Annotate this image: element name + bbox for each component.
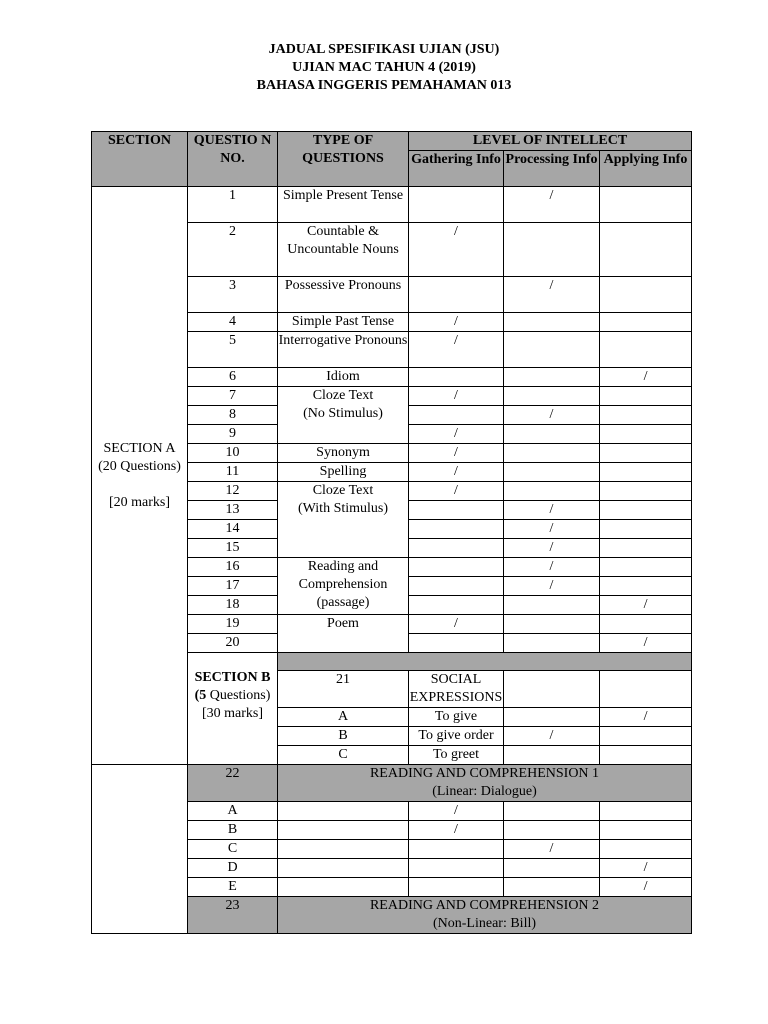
jsu-table xyxy=(91,131,692,934)
question-number: 18 xyxy=(188,596,278,615)
question-number: 12 xyxy=(188,482,278,501)
question-number: B xyxy=(278,727,409,746)
section-b-name: SECTION B xyxy=(194,670,271,685)
tick-mark: / xyxy=(600,878,692,897)
question-type: Possessive Pronouns xyxy=(278,277,409,313)
question-type: Idiom xyxy=(278,368,409,387)
question-number: D xyxy=(188,859,278,878)
question-number: 11 xyxy=(188,463,278,482)
question-number: 16 xyxy=(188,558,278,577)
tick-mark: / xyxy=(600,859,692,878)
tick-mark: / xyxy=(409,821,504,840)
section-b-count-label: Questions) xyxy=(206,688,271,703)
question-number: 7 xyxy=(188,387,278,406)
question-number: C xyxy=(188,840,278,859)
question-number: E xyxy=(188,878,278,897)
question-number: C xyxy=(278,746,409,765)
question-type: Interrogative Pronouns xyxy=(278,332,409,368)
tick-mark: / xyxy=(409,444,504,463)
question-type-line: READING AND COMPREHENSION 1 xyxy=(369,766,600,781)
table-row xyxy=(92,187,692,223)
tick-mark: / xyxy=(504,277,600,313)
question-type xyxy=(278,387,409,444)
section-b-cell xyxy=(188,653,278,765)
question-type-line: (With Stimulus) xyxy=(297,501,389,516)
question-number: 1 xyxy=(188,187,278,223)
tick-mark: / xyxy=(504,520,600,539)
tick-mark: / xyxy=(504,187,600,223)
question-type: To give xyxy=(409,708,504,727)
question-number: 15 xyxy=(188,539,278,558)
question-type: Simple Past Tense xyxy=(278,313,409,332)
tick-mark: / xyxy=(600,368,692,387)
section-b-count-number: (5 xyxy=(194,688,207,703)
section-b-count xyxy=(188,687,277,705)
question-type: Poem xyxy=(278,615,409,653)
question-number: 21 xyxy=(278,671,409,708)
header-processing: Processing Info xyxy=(504,151,600,187)
tick-mark: / xyxy=(409,313,504,332)
tick-mark: / xyxy=(504,577,600,596)
doc-title-line-2: UJIAN MAC TAHUN 4 (2019) xyxy=(292,60,476,75)
question-number: 13 xyxy=(188,501,278,520)
table-row xyxy=(92,765,692,802)
question-type-line: (Linear: Dialogue) xyxy=(432,784,537,799)
header-applying: Applying Info xyxy=(600,151,692,187)
question-type: SOCIAL EXPRESSIONS xyxy=(409,671,504,708)
question-type xyxy=(278,558,409,615)
question-number: 5 xyxy=(188,332,278,368)
question-type-line: Reading and xyxy=(307,559,379,574)
tick-mark: / xyxy=(409,223,504,277)
tick-mark: / xyxy=(409,482,504,501)
question-number: 20 xyxy=(188,634,278,653)
tick-mark: / xyxy=(504,501,600,520)
tick-mark: / xyxy=(409,615,504,634)
question-type-line: (No Stimulus) xyxy=(303,406,383,421)
question-type-line: Comprehension xyxy=(298,577,388,592)
tick-mark: / xyxy=(409,802,504,821)
question-type: To greet xyxy=(409,746,504,765)
tick-mark: / xyxy=(600,634,692,653)
question-number: 6 xyxy=(188,368,278,387)
header-gathering: Gathering Info xyxy=(409,151,504,187)
question-number: A xyxy=(188,802,278,821)
section-a-name: SECTION A xyxy=(103,440,176,456)
tick-mark: / xyxy=(504,406,600,425)
question-type: Simple Present Tense xyxy=(278,187,409,223)
question-type xyxy=(278,765,692,802)
question-number: 14 xyxy=(188,520,278,539)
header-question-no: QUESTIO N NO. xyxy=(188,132,278,187)
question-number: 10 xyxy=(188,444,278,463)
tick-mark: / xyxy=(409,332,504,368)
question-number: 19 xyxy=(188,615,278,634)
question-number: B xyxy=(188,821,278,840)
question-type: To give order xyxy=(409,727,504,746)
gray-separator xyxy=(278,653,692,671)
question-type: Countable & Uncountable Nouns xyxy=(278,223,409,277)
question-number: 9 xyxy=(188,425,278,444)
tick-mark: / xyxy=(504,727,600,746)
question-number: 2 xyxy=(188,223,278,277)
question-type: Synonym xyxy=(278,444,409,463)
doc-title-line-1: JADUAL SPESIFIKASI UJIAN (JSU) xyxy=(268,42,500,57)
tick-mark: / xyxy=(504,539,600,558)
question-type xyxy=(278,897,692,934)
question-number: 17 xyxy=(188,577,278,596)
question-type-line: Cloze Text xyxy=(312,388,374,403)
section-a-cell xyxy=(92,187,188,765)
question-type-line: Cloze Text xyxy=(312,483,374,498)
header-type: TYPE OF QUESTIONS xyxy=(278,132,409,187)
header-section: SECTION xyxy=(92,132,188,187)
section-a-marks: [20 marks] xyxy=(108,494,171,510)
question-number: 8 xyxy=(188,406,278,425)
question-number: 3 xyxy=(188,277,278,313)
tick-mark: / xyxy=(504,840,600,859)
section-b-marks: [30 marks] xyxy=(201,706,264,721)
question-type-line: READING AND COMPREHENSION 2 xyxy=(369,898,600,913)
question-number: 4 xyxy=(188,313,278,332)
section-c-cell xyxy=(92,765,188,934)
section-a-count: (20 Questions) xyxy=(98,458,181,474)
question-number: 22 xyxy=(188,765,278,802)
question-number: A xyxy=(278,708,409,727)
tick-mark: / xyxy=(600,708,692,727)
tick-mark: / xyxy=(600,596,692,615)
question-number: 23 xyxy=(188,897,278,934)
tick-mark: / xyxy=(409,387,504,406)
question-type-line: (Non-Linear: Bill) xyxy=(432,916,537,931)
tick-mark: / xyxy=(409,463,504,482)
tick-mark: / xyxy=(504,558,600,577)
header-level-of-intellect: LEVEL OF INTELLECT xyxy=(409,132,692,151)
doc-title-line-3: BAHASA INGGERIS PEMAHAMAN 013 xyxy=(256,78,512,93)
tick-mark: / xyxy=(409,425,504,444)
question-type-line: (passage) xyxy=(316,595,370,610)
question-type: Spelling xyxy=(278,463,409,482)
question-type xyxy=(278,482,409,558)
